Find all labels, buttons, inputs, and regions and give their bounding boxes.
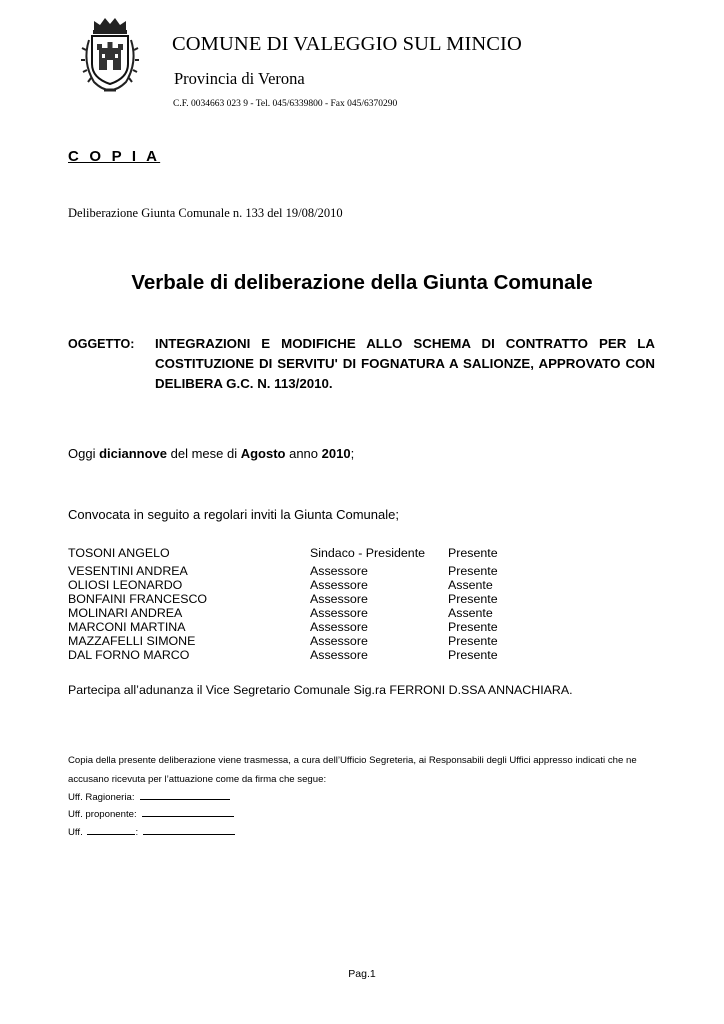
attendee-status: Presente — [448, 564, 498, 578]
attendee-name: BONFAINI FRANCESCO — [68, 592, 208, 606]
attendee-role: Assessore — [310, 592, 368, 606]
attendee-role: Assessore — [310, 564, 368, 578]
attendee-name: DAL FORNO MARCO — [68, 648, 190, 662]
date-suffix: ; — [350, 446, 355, 461]
attendee-role: Assessore — [310, 578, 368, 592]
provincia-name: Provincia di Verona — [174, 69, 305, 88]
attendee-status: Assente — [448, 578, 493, 592]
attendee-role: Assessore — [310, 634, 368, 648]
attendee-status: Presente — [448, 546, 498, 560]
copy-distribution-note: Copia della presente deliberazione viene trasmessa, a cura dell’Ufficio Segreteria, ai Responsabili degli Uffici appresso indicati che ne accusano ricevuta per l’attuazione come da firma che segue: — [68, 755, 637, 785]
date-line — [68, 446, 354, 461]
uff-generic-line — [68, 824, 235, 838]
uff-ragioneria-line — [68, 789, 230, 803]
comune-name: COMUNE DI VALEGGIO SUL MINCIO — [172, 33, 522, 55]
attendee-name: MARCONI MARTINA — [68, 620, 186, 634]
attendee-status: Assente — [448, 606, 493, 620]
uff-colon: : — [135, 827, 139, 838]
convocata-line: Convocata in seguito a regolari inviti la Giunta Comunale; — [68, 507, 399, 522]
contact-info: C.F. 0034663 023 9 - Tel. 045/6339800 - Fax 045/6370290 — [173, 99, 398, 109]
attendee-name: VESENTINI ANDREA — [68, 564, 188, 578]
page-number: Pag.1 — [348, 968, 376, 980]
attendee-status: Presente — [448, 592, 498, 606]
uff-proponente-label: Uff. proponente: — [68, 809, 137, 820]
partecipa-line: Partecipa all’adunanza il Vice Segretario Comunale Sig.ra FERRONI D.SSA ANNACHIARA. — [68, 683, 573, 697]
deliberation-reference: Deliberazione Giunta Comunale n. 133 del 19/08/2010 — [68, 206, 343, 220]
date-prefix: Oggi — [68, 446, 100, 461]
attendee-status: Presente — [448, 620, 498, 634]
attendee-status: Presente — [448, 634, 498, 648]
uff-generic-label: Uff. — [68, 827, 83, 838]
document-title: Verbale di deliberazione della Giunta Comunale — [131, 271, 593, 294]
attendee-name: OLIOSI LEONARDO — [68, 578, 183, 592]
attendee-role: Assessore — [310, 620, 368, 634]
copia-label: C O P I A — [68, 148, 161, 165]
date-mid: del mese di — [167, 446, 241, 461]
municipal-coat-of-arms-icon — [80, 16, 140, 94]
attendee-role: Sindaco - Presidente — [310, 546, 426, 560]
uff-ragioneria-label: Uff. Ragioneria: — [68, 792, 135, 803]
date-month: Agosto — [240, 446, 286, 461]
signature-blank — [140, 789, 230, 800]
oggetto-text: INTEGRAZIONI E MODIFICHE ALLO SCHEMA DI CONTRATTO PER LA COSTITUZIONE DI SERVITU' DI FOGNATURA A SALIONZE, APPROVATO CON DELIBERA G.C. N. 113/2010. — [155, 336, 655, 391]
date-anno: anno — [285, 446, 322, 461]
attendee-status: Presente — [448, 648, 498, 662]
attendee-name: MOLINARI ANDREA — [68, 606, 183, 620]
date-year: 2010 — [321, 446, 351, 461]
attendee-role: Assessore — [310, 606, 368, 620]
oggetto-label: OGGETTO: — [68, 337, 135, 351]
date-day: diciannove — [99, 446, 167, 461]
office-name-blank — [87, 824, 135, 835]
signature-blank — [143, 824, 235, 835]
attendee-role: Assessore — [310, 648, 368, 662]
uff-proponente-line — [68, 806, 234, 820]
attendee-name: TOSONI ANGELO — [68, 546, 170, 560]
signature-blank — [142, 806, 234, 817]
attendee-name: MAZZAFELLI SIMONE — [68, 634, 196, 648]
